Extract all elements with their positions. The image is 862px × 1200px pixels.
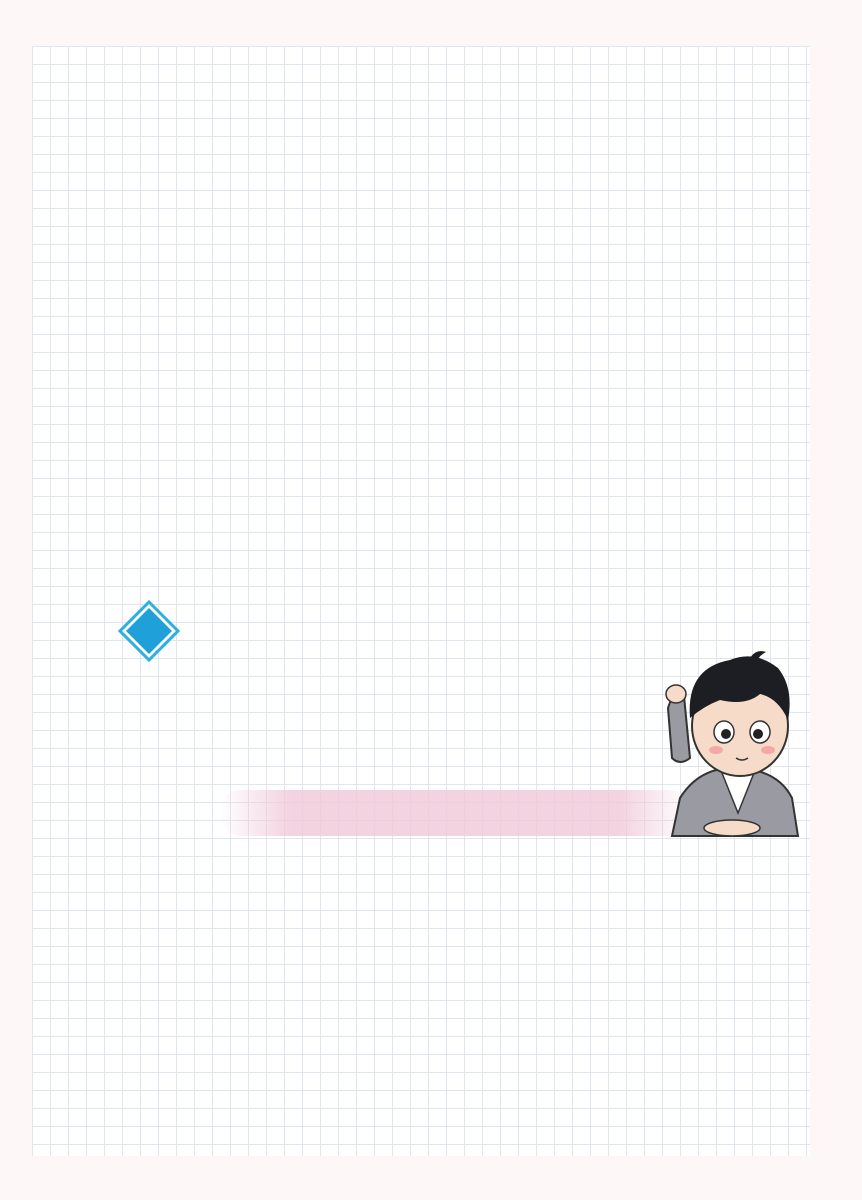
heart-border-top	[0, 0, 862, 42]
spiral-binding	[818, 50, 862, 1160]
formula-highlight	[220, 790, 690, 836]
heart-border-left	[0, 42, 28, 1160]
heart-border-bottom	[0, 1160, 862, 1200]
boy-illustration	[660, 648, 805, 843]
section-number-badge	[118, 600, 180, 662]
